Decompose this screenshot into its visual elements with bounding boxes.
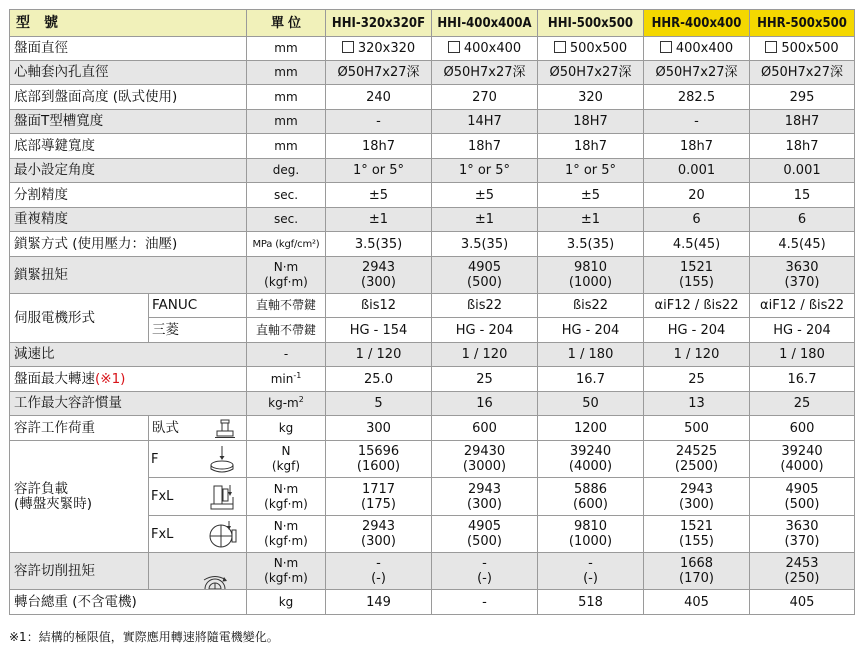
square-icon	[342, 41, 354, 53]
moment-load-vertical-icon	[207, 520, 239, 550]
row-table-size: 盤面直徑 mm 320x320 400x400 500x500 400x400 500x500	[10, 37, 855, 61]
row-servo-fanuc: 伺服電機形式 FANUC 直軸不帶鍵 ßis12 ßis22 ßis22 αiF12 / ßis22 αiF12 / ßis22	[10, 294, 855, 318]
header-row	[10, 10, 855, 37]
spec-table	[9, 9, 855, 615]
square-icon	[660, 41, 672, 53]
moment-load-horizontal-icon	[209, 483, 239, 513]
row-key: 底部導鍵寬度 mm 18h7 18h7 18h7 18h7 18h7	[10, 134, 855, 159]
footnote: ※1：結構的極限值，實際應用轉速將隨電機變化。	[9, 630, 279, 644]
row-weight: 轉台總重 (不含電機) kg 149 - 518 405 405	[10, 590, 855, 615]
footnote-ref: (※1)	[95, 370, 126, 387]
row-repeat: 重複精度 sec. ±1 ±1 ±1 6 6	[10, 208, 855, 232]
row-bore: 心軸套內孔直徑 mm Ø50H7x27深 Ø50H7x27深 Ø50H7x27深 Ø50H7x27深 Ø50H7x27深	[10, 61, 855, 85]
row-allow-load-fxl-horizontal: FxL N·m (kgf·m) 1717 (175) 2943 (300) 5886 (600) 2943 (300) 4905 (500)	[10, 478, 855, 516]
square-icon	[554, 41, 566, 53]
header-type: 型 號	[10, 10, 247, 37]
row-servo-mitsubishi: 三菱 直軸不帶鍵 HG - 154 HG - 204 HG - 204 HG - 204 HG - 204	[10, 318, 855, 343]
header-unit: 單 位	[247, 10, 326, 37]
row-inertia: 工作最大容許慣量 $kg-m^2$ 5 16 50 13 25	[10, 392, 855, 416]
row-work-load: 容許工作荷重 臥式 kg 300 600 1200 500 600	[10, 416, 855, 441]
row-indexing: 分割精度 sec. ±5 ±5 ±5 20 15	[10, 183, 855, 208]
horizontal-load-icon	[214, 419, 236, 439]
model-2: HHI-400x400A	[432, 10, 538, 37]
row-ratio: 減速比 - 1 / 120 1 / 120 1 / 180 1 / 120 1 / 180	[10, 343, 855, 367]
row-tslot: 盤面T型槽寬度 mm - 14H7 18H7 - 18H7	[10, 110, 855, 134]
model-1: HHI-320x320F	[326, 10, 432, 37]
row-max-speed: 盤面最大轉速(※1) $\min^{-1}$ 25.0 25 16.7 25 16.7	[10, 367, 855, 392]
row-min-angle: 最小設定角度 deg. 1° or 5° 1° or 5° 1° or 5° 0.001 0.001	[10, 159, 855, 183]
axial-load-icon	[207, 445, 237, 475]
cutting-torque-icon	[199, 574, 231, 590]
square-icon	[765, 41, 777, 53]
row-allow-load-fxl-vertical: FxL N·m (kgf·m) 2943 (300) 4905 (500) 9810 (1000) 1521 (155) 3630 (370)	[10, 516, 855, 553]
row-clamp-method: 鎖緊方式 (使用壓力：油壓) MPa (kgf/cm²) 3.5(35) 3.5(35) 3.5(35) 4.5(45) 4.5(45)	[10, 232, 855, 257]
model-3: HHI-500x500	[538, 10, 644, 37]
row-height: 底部到盤面高度 (臥式使用) mm 240 270 320 282.5 295	[10, 85, 855, 110]
row-clamp-torque: 鎖緊扭矩 N·m (kgf·m) 2943 (300) 4905 (500) 9810 (1000) 1521 (155) 3630 (370)	[10, 257, 855, 294]
model-4: HHR-400x400	[644, 10, 750, 37]
row-cut-torque: 容許切削扭矩 N·m (kgf·m) - (-) - (-) - (-) 1668 (170) 2453 (250)	[10, 553, 855, 590]
row-allow-load-f: 容許負載 (轉盤夾緊時) F N (kgf) 15696 (1600) 29430 (3000) 39240 (4000) 24525 (2500) 39240 (4000)	[10, 441, 855, 478]
square-icon	[448, 41, 460, 53]
model-5: HHR-500x500	[750, 10, 855, 37]
